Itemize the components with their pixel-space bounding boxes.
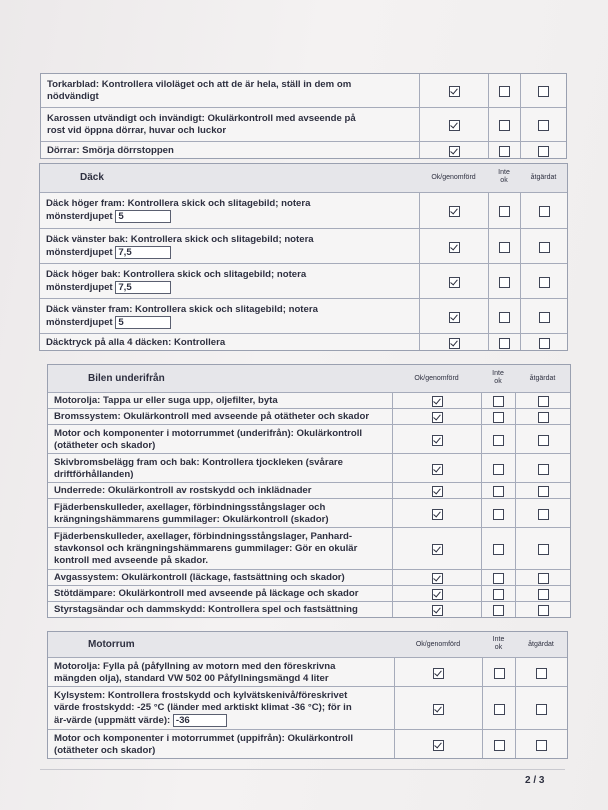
fixed-checkbox[interactable] <box>536 740 547 751</box>
table-row <box>40 263 567 299</box>
item-description: Däck höger fram: Kontrollera skick och slitagebild; notera mönsterdjupet 5 <box>46 198 311 223</box>
table-row <box>48 601 570 618</box>
fixed-checkbox[interactable] <box>538 412 549 423</box>
ok-checkbox[interactable] <box>449 312 460 323</box>
fixed-checkbox[interactable] <box>538 146 549 157</box>
fixed-column-header: åtgärdat <box>528 640 554 648</box>
item-description: Däck vänster fram: Kontrollera skick och slitagebild; notera mönsterdjupet 5 <box>46 303 318 328</box>
section1-header <box>40 164 567 192</box>
measured-value-field[interactable]: 5 <box>115 210 171 223</box>
not-ok-checkbox[interactable] <box>499 338 510 349</box>
table-row <box>40 298 567 334</box>
item-description: Skivbromsbelägg fram och bak: Kontrollera tjockleken (svårare driftförhållanden) <box>54 456 343 480</box>
ok-checkbox[interactable] <box>449 277 460 288</box>
table-row <box>48 408 570 425</box>
fixed-checkbox[interactable] <box>539 206 550 217</box>
measured-value-field[interactable]: 5 <box>115 316 171 329</box>
fixed-checkbox[interactable] <box>538 589 549 600</box>
item-description: Däck vänster bak: Kontrollera skick och slitagebild; notera mönsterdjupet 7,5 <box>46 233 314 258</box>
fixed-checkbox[interactable] <box>538 605 549 616</box>
not-ok-checkbox[interactable] <box>493 589 504 600</box>
not-ok-column-header: Inte ok <box>492 369 504 385</box>
not-ok-checkbox[interactable] <box>494 668 505 679</box>
table-row <box>48 657 567 687</box>
item-description: Fjäderbenskulleder, axellager, förbindningsstångslager, Panhard- stavkonsol och krängningshämmarens gummilager: Gör en okulär kontroll med avseende på skador. <box>54 531 358 566</box>
fixed-checkbox[interactable] <box>536 704 547 715</box>
item-description: Motor och komponenter i motorrummet (uppifrån): Okulärkontroll (otätheter och skador) <box>54 732 354 756</box>
table-row <box>48 498 570 528</box>
ok-column-header: Ok/genomförd <box>431 174 476 181</box>
table-row <box>48 585 570 602</box>
ok-checkbox[interactable] <box>432 396 443 407</box>
not-ok-checkbox[interactable] <box>494 740 505 751</box>
section3-header <box>48 632 567 657</box>
not-ok-column-header: Inte ok <box>498 169 510 184</box>
item-description: Däck höger bak: Kontrollera skick och slitagebild; notera mönsterdjupet 7,5 <box>46 268 307 293</box>
ok-checkbox[interactable] <box>432 435 443 446</box>
item-description: Styrstagsändar och dammskydd: Kontrollera spel och fastsättning <box>54 604 358 615</box>
item-description: Karossen utvändigt och invändigt: Okulärkontroll med avseende på rost vid öppna dörrar, huvar och luckor <box>47 113 356 136</box>
not-ok-column-header: Inte ok <box>492 635 505 651</box>
section2-header <box>48 365 570 392</box>
not-ok-checkbox[interactable] <box>493 412 504 423</box>
table-row <box>48 729 567 759</box>
fixed-checkbox[interactable] <box>538 396 549 407</box>
not-ok-checkbox[interactable] <box>499 146 510 157</box>
not-ok-checkbox[interactable] <box>499 277 510 288</box>
ok-checkbox[interactable] <box>449 242 460 253</box>
item-description: Motor och komponenter i motorrummet (underifrån): Okulärkontroll (otätheter och skador) <box>54 427 363 451</box>
item-description: Dörrar: Smörja dörrstoppen <box>47 144 174 156</box>
ok-column-header: Ok/genomförd <box>415 640 461 648</box>
table-row <box>48 686 567 730</box>
ok-checkbox[interactable] <box>432 486 443 497</box>
not-ok-checkbox[interactable] <box>499 86 510 97</box>
not-ok-checkbox[interactable] <box>499 206 510 217</box>
not-ok-checkbox[interactable] <box>499 312 510 323</box>
section-title: Bilen underifrån <box>88 372 165 384</box>
fixed-column-header: åtgärdat <box>530 174 557 181</box>
not-ok-checkbox[interactable] <box>499 120 510 131</box>
table-row <box>40 228 567 264</box>
fixed-checkbox[interactable] <box>538 120 549 131</box>
item-description: Motorolja: Fylla på (påfyllning av motorn med den föreskrivna mängden olja), standard VW 502 00 Påfyllningsmängd 4 liter <box>54 660 336 684</box>
ok-checkbox[interactable] <box>449 206 460 217</box>
not-ok-checkbox[interactable] <box>493 486 504 497</box>
fixed-checkbox[interactable] <box>538 464 549 475</box>
item-description: Kylsystem: Kontrollera frostskydd och kylvätskenivå/föreskrivet värde frostskydd: -25 °C (länder med arktiskt klimat -36 °C); för in är-värde (uppmätt värde): -36 <box>54 689 352 726</box>
not-ok-checkbox[interactable] <box>493 605 504 616</box>
table-row <box>48 453 570 483</box>
ok-checkbox[interactable] <box>449 338 460 349</box>
section-title: Motorrum <box>88 638 135 650</box>
item-description: Bromssystem: Okulärkontroll med avseende på otätheter och skador <box>54 411 370 422</box>
not-ok-checkbox[interactable] <box>493 509 504 520</box>
ok-checkbox[interactable] <box>433 668 444 679</box>
table-row <box>40 192 567 229</box>
ok-checkbox[interactable] <box>449 86 460 97</box>
not-ok-checkbox[interactable] <box>493 464 504 475</box>
item-description: Avgassystem: Okulärkontroll (läckage, fastsättning och skador) <box>54 572 345 583</box>
fixed-checkbox[interactable] <box>538 435 549 446</box>
fixed-checkbox[interactable] <box>538 509 549 520</box>
measured-value-field[interactable]: 7,5 <box>115 246 171 259</box>
section2-table <box>47 364 571 618</box>
table-row <box>48 392 570 409</box>
measured-value-field[interactable]: 7,5 <box>115 281 171 294</box>
ok-column-header: Ok/genomförd <box>414 374 459 382</box>
item-description: Stötdämpare: Okulärkontroll med avseende på läckage och skador <box>54 588 359 599</box>
item-description: Fjäderbenskulleder, axellager, förbindningsstångslager och krängningshämmarens gummilager: Okulärkontroll (skador) <box>54 501 329 525</box>
not-ok-checkbox[interactable] <box>493 544 504 555</box>
fixed-checkbox[interactable] <box>538 486 549 497</box>
fixed-column-header: åtgärdat <box>529 374 556 382</box>
ok-checkbox[interactable] <box>432 509 443 520</box>
fixed-checkbox[interactable] <box>539 242 550 253</box>
fixed-checkbox[interactable] <box>538 86 549 97</box>
not-ok-checkbox[interactable] <box>494 704 505 715</box>
table-row <box>48 527 570 570</box>
item-description: Däcktryck på alla 4 däcken: Kontrollera <box>46 336 226 348</box>
not-ok-checkbox[interactable] <box>493 573 504 584</box>
section0-table <box>40 73 567 159</box>
ok-checkbox[interactable] <box>449 146 460 157</box>
table-row <box>41 141 566 159</box>
ok-checkbox[interactable] <box>432 412 443 423</box>
fixed-checkbox[interactable] <box>539 312 550 323</box>
table-row <box>41 107 566 142</box>
page-number: 2 / 3 <box>525 775 545 786</box>
item-description: Motorolja: Tappa ur eller suga upp, oljefilter, byta <box>54 395 278 406</box>
section1-table <box>39 163 568 351</box>
ok-checkbox[interactable] <box>433 704 444 715</box>
table-row <box>48 424 570 454</box>
not-ok-checkbox[interactable] <box>493 435 504 446</box>
fixed-checkbox[interactable] <box>536 668 547 679</box>
ok-checkbox[interactable] <box>432 605 443 616</box>
ok-checkbox[interactable] <box>432 573 443 584</box>
fixed-checkbox[interactable] <box>539 277 550 288</box>
section3-table <box>47 631 568 759</box>
measured-value-field[interactable]: -36 <box>173 714 227 727</box>
ok-checkbox[interactable] <box>433 740 444 751</box>
fixed-checkbox[interactable] <box>539 338 550 349</box>
not-ok-checkbox[interactable] <box>493 396 504 407</box>
table-row <box>41 74 566 107</box>
ok-checkbox[interactable] <box>432 544 443 555</box>
fixed-checkbox[interactable] <box>538 544 549 555</box>
ok-checkbox[interactable] <box>432 589 443 600</box>
fixed-checkbox[interactable] <box>538 573 549 584</box>
section-title: Däck <box>80 172 104 183</box>
footer-divider <box>40 769 565 770</box>
item-description: Underrede: Okulärkontroll av rostskydd och inklädnader <box>54 485 312 496</box>
table-row <box>40 333 567 351</box>
table-row <box>48 569 570 586</box>
table-row <box>48 482 570 499</box>
not-ok-checkbox[interactable] <box>499 242 510 253</box>
item-description: Torkarblad: Kontrollera viloläget och att de är hela, ställ in dem om nödvändigt <box>47 78 352 102</box>
ok-checkbox[interactable] <box>449 120 460 131</box>
ok-checkbox[interactable] <box>432 464 443 475</box>
